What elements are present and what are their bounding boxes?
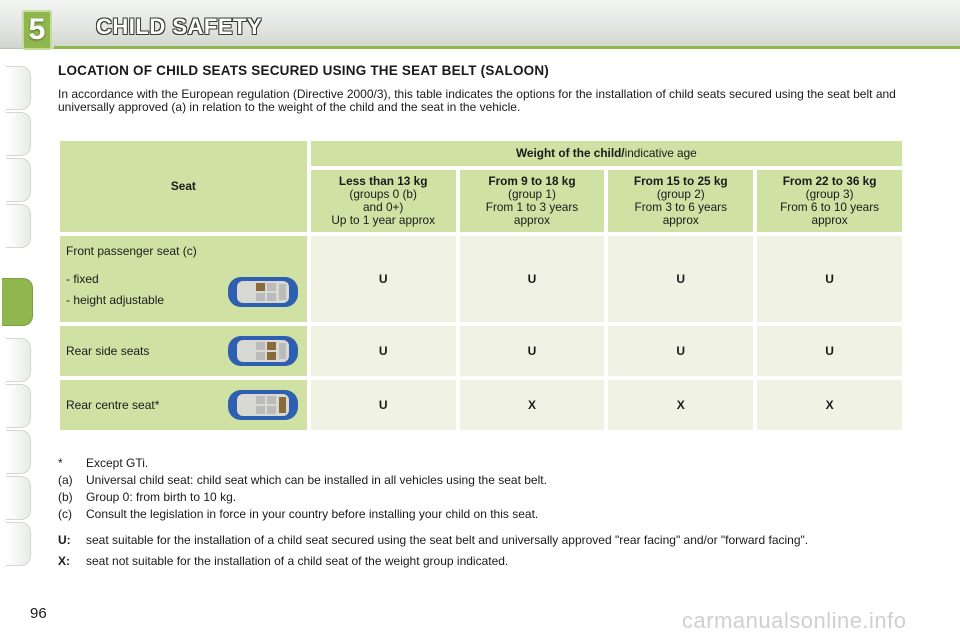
legend-key: U: xyxy=(58,533,71,547)
row-label-front-passenger xyxy=(60,236,307,322)
footnote xyxy=(58,489,918,506)
table-cell: X xyxy=(608,380,753,430)
group-header: From 22 to 36 kg (group 3) From 6 to 10 years approx xyxy=(757,170,902,232)
footnote-key: * xyxy=(58,456,63,470)
chapter-title: CHILD SAFETY xyxy=(96,14,263,39)
footnote-text: Except GTi. xyxy=(86,456,149,470)
legend-key: X: xyxy=(58,554,70,568)
footnote-key: (b) xyxy=(58,490,73,504)
legend-text: seat not suitable for the installation of a child seat of the weight group indicated. xyxy=(86,554,509,568)
legend-entry xyxy=(58,533,918,547)
chapter-tab[interactable] xyxy=(6,204,31,248)
table-cell: X xyxy=(460,380,605,430)
group-header: From 9 to 18 kg (group 1) From 1 to 3 years approx xyxy=(460,170,605,232)
chapter-number: 5 xyxy=(28,13,46,46)
footnote xyxy=(58,455,918,472)
footnote xyxy=(58,472,918,489)
weight-column-header: Weight of the child/indicative age xyxy=(311,141,902,166)
table-row xyxy=(60,236,902,322)
table-cell: X xyxy=(757,380,902,430)
chapter-tab[interactable] xyxy=(6,430,31,474)
row-label-text: Front passenger seat (c) xyxy=(66,244,197,258)
row-label-rear-centre xyxy=(60,380,307,430)
legend-text: seat suitable for the installation of a child seat secured using the seat belt and universally approved "rear facing" and/or "forward facing". xyxy=(86,533,809,547)
chapter-underline xyxy=(54,46,960,49)
footnotes xyxy=(58,455,918,570)
footnote-text: Universal child seat: child seat which can be installed in all vehicles using the seat belt. xyxy=(86,473,547,487)
chapter-tab[interactable] xyxy=(6,112,31,156)
table-cell: U xyxy=(460,236,605,322)
row-label-text: Rear centre seat* xyxy=(66,398,160,412)
watermark: carmanualsonline.info xyxy=(682,608,907,633)
group-header: From 15 to 25 kg (group 2) From 3 to 6 years approx xyxy=(608,170,753,232)
footnote-text: Consult the legislation in force in your country before installing your child on this seat. xyxy=(86,507,539,521)
chapter-tab[interactable] xyxy=(6,158,31,202)
table-row xyxy=(60,380,902,430)
footnote xyxy=(58,506,918,523)
footnote-key: (c) xyxy=(58,507,72,521)
car-top-view-icon xyxy=(225,333,301,369)
chapter-tab[interactable] xyxy=(6,338,31,382)
seat-column-header: Seat xyxy=(60,141,307,232)
page-number: 96 xyxy=(30,605,47,622)
chapter-tab[interactable] xyxy=(6,476,31,520)
table-cell: U xyxy=(311,326,456,376)
chapter-tab-active[interactable] xyxy=(2,278,33,326)
table-cell: U xyxy=(311,380,456,430)
table-cell: U xyxy=(757,236,902,322)
car-top-view-icon xyxy=(225,387,301,423)
legend-entry xyxy=(58,553,918,570)
table-row xyxy=(60,326,902,376)
footnote-text: Group 0: from birth to 10 kg. xyxy=(86,490,237,504)
row-sublabel: - fixed xyxy=(66,272,99,286)
table-cell: U xyxy=(608,326,753,376)
chapter-tab[interactable] xyxy=(6,522,31,566)
table-cell: U xyxy=(757,326,902,376)
chapter-tab[interactable] xyxy=(6,66,31,110)
car-top-view-icon xyxy=(225,274,301,310)
footnote-key: (a) xyxy=(58,473,73,487)
table-cell: U xyxy=(311,236,456,322)
row-label-text: Rear side seats xyxy=(66,344,150,358)
child-seat-table xyxy=(56,137,906,434)
table-cell: U xyxy=(460,326,605,376)
row-sublabel: - height adjustable xyxy=(66,293,165,307)
section-title: LOCATION OF CHILD SEATS SECURED USING THE SEAT BELT (SALOON) xyxy=(58,63,549,78)
row-label-rear-side xyxy=(60,326,307,376)
intro-paragraph: In accordance with the European regulation (Directive 2000/3), this table indicates the options for the installation of child seats secured using the seat belt and universally approved (a) in relation to the weight of the child and the seat in the vehicle. xyxy=(58,87,896,114)
table-cell: U xyxy=(608,236,753,322)
chapter-tab[interactable] xyxy=(6,384,31,428)
group-header: Less than 13 kg (groups 0 (b) and 0+) Up to 1 year approx xyxy=(311,170,456,232)
chapter-tab-strip xyxy=(0,66,34,576)
